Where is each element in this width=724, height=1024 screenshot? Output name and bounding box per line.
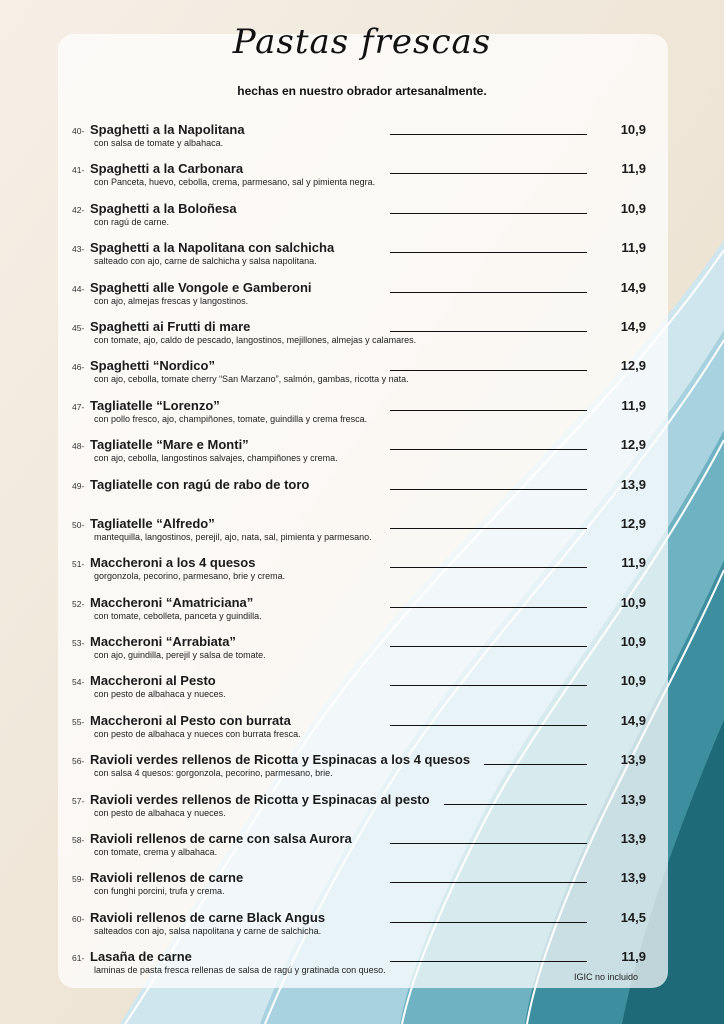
menu-item-name: Maccheroni al Pesto — [90, 673, 216, 689]
menu-item-name: Spaghetti a la Napolitana — [90, 122, 245, 137]
menu-item-name: Ravioli rellenos de carne — [90, 870, 244, 886]
leader-line — [484, 764, 587, 765]
menu-item — [72, 240, 652, 279]
menu-item-name: Lasaña de carne — [90, 949, 192, 965]
menu-item-price: 10,9 — [620, 594, 646, 610]
menu-item-description: con ajo, almejas frescas y langostinos. — [94, 295, 249, 306]
menu-item-name: Tagliatelle “Alfredo” — [90, 515, 215, 531]
menu-item-description: con tomate, cebolleta, panceta y guindilla. — [94, 610, 262, 621]
leader-line — [390, 449, 587, 450]
menu-item-description: con ajo, guindilla, perejil y salsa de tomate. — [94, 650, 266, 661]
menu-item — [72, 280, 652, 319]
leader-line — [390, 961, 587, 962]
menu-item-name: Maccheroni “Arrabiata” — [90, 634, 236, 650]
menu-item-number: 43- — [72, 244, 85, 255]
menu-item-number: 49- — [72, 480, 85, 491]
menu-item-price: 12,9 — [620, 515, 646, 531]
leader-line — [390, 843, 587, 844]
menu-item-name: Ravioli verdes rellenos de Ricotta y Espinacas a los 4 quesos — [90, 752, 471, 768]
menu-item — [72, 949, 652, 988]
menu-item-name: Maccheroni al Pesto con burrata — [90, 712, 291, 728]
menu-item-name: Tagliatelle “Lorenzo” — [90, 397, 220, 413]
menu-item-name: Maccheroni “Amatriciana” — [90, 594, 254, 610]
menu-item — [72, 398, 652, 437]
menu-item — [72, 831, 652, 870]
menu-item — [72, 713, 652, 752]
leader-line — [390, 173, 587, 174]
menu-item-description: salteados con ajo, salsa napolitana y carne de salchicha. — [94, 925, 322, 936]
leader-line — [390, 213, 587, 214]
menu-item-name: Spaghetti “Nordico” — [90, 358, 215, 374]
leader-line — [390, 292, 587, 293]
menu-item — [72, 634, 652, 673]
menu-item-price: 13,9 — [620, 791, 646, 807]
menu-item-number: 58- — [72, 835, 85, 846]
menu-item — [72, 477, 652, 516]
menu-item-price: 13,9 — [620, 476, 646, 492]
menu-item-number: 61- — [72, 953, 85, 964]
menu-item — [72, 910, 652, 949]
menu-item — [72, 595, 652, 634]
menu-item-price: 11,9 — [621, 397, 646, 413]
menu-item-description: con salsa 4 quesos: gorgonzola, pecorino, parmesano, brie. — [94, 768, 333, 779]
menu-item-name: Ravioli rellenos de carne con salsa Aurora — [90, 831, 352, 847]
menu-item-number: 50- — [72, 519, 85, 530]
menu-item-description: con pollo fresco, ajo, champiñones, tomate, guindilla y crema fresca. — [94, 413, 368, 424]
menu-subtitle: hechas en nuestro obrador artesanalmente. — [237, 84, 487, 98]
menu-item-number: 44- — [72, 283, 85, 294]
tax-footnote: IGIC no incluido — [574, 972, 639, 982]
menu-item-name: Maccheroni a los 4 quesos — [90, 555, 256, 571]
menu-item-name: Spaghetti a la Carbonara — [90, 161, 244, 177]
menu-item-number: 47- — [72, 401, 85, 412]
menu-item-number: 54- — [72, 677, 85, 688]
menu-item-description: con tomate, ajo, caldo de pescado, langostinos, mejillones, almejas y calamares. — [94, 334, 417, 345]
menu-item-description: con tomate, crema y albahaca. — [94, 847, 218, 858]
menu-item — [72, 516, 652, 555]
menu-item-price: 12,9 — [620, 358, 646, 374]
menu-item-description: con pesto de albahaca y nueces. — [94, 689, 226, 700]
menu-item-description: con salsa de tomate y albahaca. — [94, 138, 224, 148]
menu-item-description: con ajo, cebolla, tomate cherry “San Marzano”, salmón, gambas, ricotta y nata. — [94, 374, 409, 385]
menu-item-name: Spaghetti a la Napolitana con salchicha — [90, 240, 335, 256]
menu-item-name: Spaghetti alle Vongole e Gamberoni — [90, 279, 312, 295]
menu-items-list — [72, 122, 652, 989]
leader-line — [390, 331, 587, 332]
menu-item-number: 57- — [72, 795, 85, 806]
menu-item-price: 10,9 — [620, 673, 646, 689]
menu-item-name: Spaghetti a la Boloñesa — [90, 200, 237, 216]
menu-item-price: 12,9 — [620, 437, 646, 453]
menu-item-number: 42- — [72, 204, 85, 215]
leader-line — [390, 370, 587, 371]
leader-line — [444, 804, 587, 805]
menu-item — [72, 752, 652, 791]
menu-item-number: 59- — [72, 874, 85, 885]
menu-item-price: 10,9 — [620, 634, 646, 650]
leader-line — [390, 134, 587, 135]
leader-line — [390, 252, 587, 253]
menu-item-number: 48- — [72, 441, 85, 452]
menu-item-number: 56- — [72, 756, 85, 767]
menu-item-description: con funghi porcini, trufa y crema. — [94, 886, 225, 897]
menu-item — [72, 161, 652, 200]
menu-item-name: Tagliatelle “Mare e Monti” — [90, 437, 249, 453]
leader-line — [390, 685, 587, 686]
menu-item-description: salteado con ajo, carne de salchicha y salsa napolitana. — [94, 256, 317, 267]
menu-item-number: 52- — [72, 598, 85, 609]
menu-item-description: laminas de pasta fresca rellenas de salsa de ragú y gratinada con queso. — [94, 965, 386, 976]
menu-item-description: mantequilla, langostinos, perejil, ajo, nata, sal, pimienta y parmesano. — [94, 531, 372, 542]
menu-item — [72, 201, 652, 240]
menu-title: Pastas frescas — [232, 22, 492, 62]
menu-item-description: con Panceta, huevo, cebolla, crema, parmesano, sal y pimienta negra. — [94, 177, 376, 188]
menu-item-name: Ravioli verdes rellenos de Ricotta y Espinacas al pesto — [90, 791, 430, 807]
menu-item-price: 11,9 — [621, 949, 646, 965]
menu-item-number: 45- — [72, 322, 85, 333]
menu-item — [72, 319, 652, 358]
leader-line — [390, 725, 587, 726]
menu-item-price: 11,9 — [621, 161, 646, 177]
menu-item-price: 13,9 — [620, 870, 646, 886]
menu-item-number: 53- — [72, 638, 85, 649]
menu-item-number: 41- — [72, 165, 85, 176]
menu-item — [72, 870, 652, 909]
leader-line — [390, 607, 587, 608]
leader-line — [390, 528, 587, 529]
menu-item-price: 14,5 — [620, 909, 646, 925]
menu-item-price: 14,9 — [620, 712, 646, 728]
leader-line — [390, 882, 587, 883]
menu-item-name: Spaghetti ai Frutti di mare — [90, 318, 251, 334]
menu-item — [72, 673, 652, 712]
menu-item-price: 14,9 — [620, 318, 646, 334]
menu-item-price: 11,9 — [621, 240, 646, 256]
menu-item-name: Ravioli rellenos de carne Black Angus — [90, 909, 326, 925]
menu-item — [72, 358, 652, 397]
menu-item-number: 60- — [72, 913, 85, 924]
menu-item-description: con pesto de albahaca y nueces con burrata fresca. — [94, 728, 301, 739]
menu-item-price: 13,9 — [620, 831, 646, 847]
leader-line — [390, 489, 587, 490]
menu-item-price: 10,9 — [620, 122, 646, 137]
menu-item-number: 51- — [72, 559, 85, 570]
menu-item-price: 13,9 — [620, 752, 646, 768]
menu-item — [72, 437, 652, 476]
menu-item — [72, 792, 652, 831]
menu-item-name: Tagliatelle con ragú de rabo de toro — [90, 476, 310, 492]
menu-item-number: 40- — [72, 126, 85, 136]
menu-item — [72, 122, 652, 161]
menu-item-description: con ragú de carne. — [94, 216, 170, 227]
menu-item-price: 11,9 — [621, 555, 646, 571]
menu-item-description: gorgonzola, pecorino, parmesano, brie y crema. — [94, 571, 286, 582]
menu-item-price: 10,9 — [620, 200, 646, 216]
menu-item-description: con ajo, cebolla, langostinos salvajes, champiñones y crema. — [94, 453, 338, 464]
menu-item-number: 55- — [72, 716, 85, 727]
menu-item-price: 14,9 — [620, 279, 646, 295]
menu-item-description: con pesto de albahaca y nueces. — [94, 807, 226, 818]
leader-line — [390, 922, 587, 923]
leader-line — [390, 646, 587, 647]
leader-line — [390, 567, 587, 568]
leader-line — [390, 410, 587, 411]
menu-item-number: 46- — [72, 362, 85, 373]
menu-item — [72, 555, 652, 594]
